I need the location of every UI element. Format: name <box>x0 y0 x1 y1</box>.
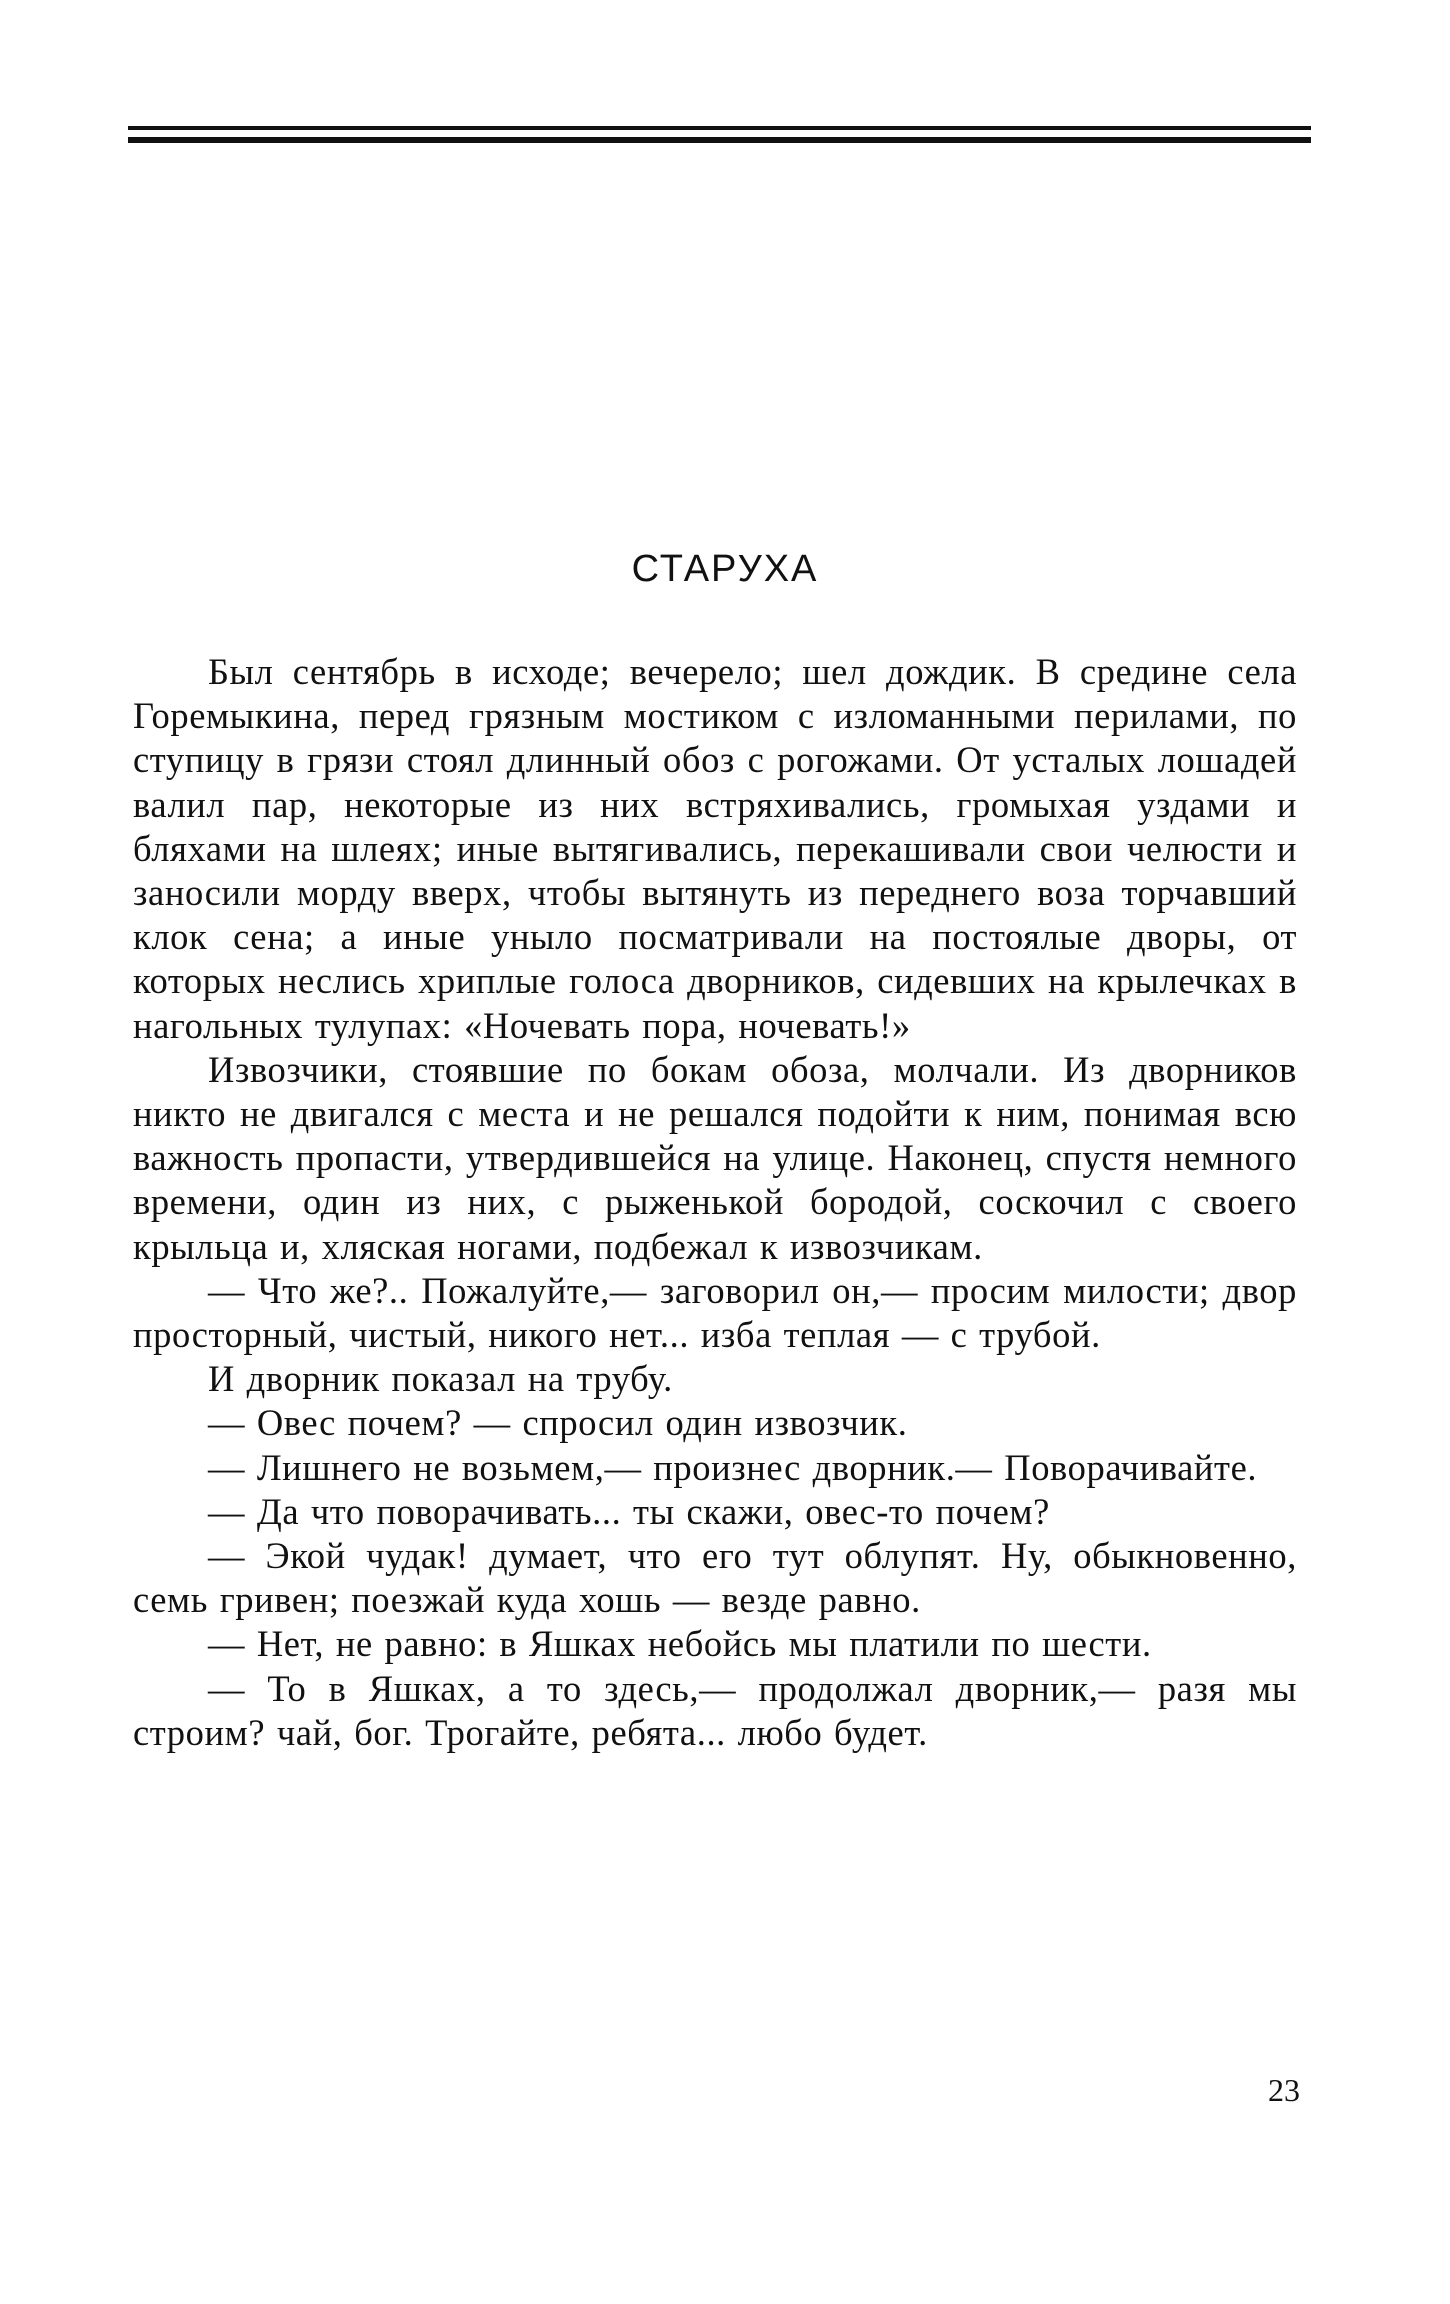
paragraph-5: — Овес почем? — спросил один извозчик. <box>208 1402 908 1444</box>
paragraph-2: Извозчики, стоявшие по бокам обоза, молчали. Из дворников никто не двигался с места и не решался подойти к ним, понимая всю важность пропасти, утвердившейся на улице. Наконец, спустя немного времени, один из них, с рыженькой бородой, соскочил с своего крыльца и, хляская ногами, подбежал к извозчикам. <box>133 1048 1297 1267</box>
paragraph-6: — Лишнего не возьмем,— произнес дворник.— Поворачивайте. <box>208 1446 1258 1488</box>
paragraph-9: — Нет, не равно: в Яшках небойсь мы платили по шести. <box>208 1623 1152 1665</box>
paragraph-3: — Что же?.. Пожалуйте,— заговорил он,— просим милости; двор просторный, чистый, никого нет... изба теплая — с трубой. <box>133 1269 1297 1356</box>
chapter-body <box>133 650 1297 1755</box>
page-number: 23 <box>1268 2072 1300 2108</box>
paragraph-7: — Да что поворачивать... ты скажи, овес-то почем? <box>208 1490 1050 1532</box>
paragraph-8: — Экой чудак! думает, что его тут облупят. Ну, обыкновенно, семь гривен; поезжай куда хошь — везде равно. <box>133 1535 1297 1621</box>
chapter-title: СТАРУХА <box>631 548 819 590</box>
header-rule-thick <box>128 137 1311 143</box>
paragraph-10: — То в Яшках, а то здесь,— продолжал дворник,— разя мы строим? чай, бог. Трогайте, ребята... любо будет. <box>133 1667 1297 1753</box>
paragraph-1: Был сентябрь в исходе; вечерело; шел дождик. В средине села Горемыкина, перед грязным мостиком с изломанными перилами, по ступицу в грязи стоял длинный обоз с рогожами. От усталых лошадей валил пар, некоторые из них встряхивались, громыхая уздами и бляхами на шлеях; иные вытягивались, перекашивали свои челюсти и заносили морду вверх, чтобы вытянуть из переднего воза торчавший клок сена; а иные уныло посматривали на постоялые дворы, от которых неслись хриплые голоса дворников, сидевших на крылечках в нагольных тулупах: «Ночевать пора, ночевать!» <box>133 651 1297 1046</box>
paragraph-4: И дворник показал на трубу. <box>208 1358 673 1400</box>
header-rule-thin <box>128 126 1311 130</box>
